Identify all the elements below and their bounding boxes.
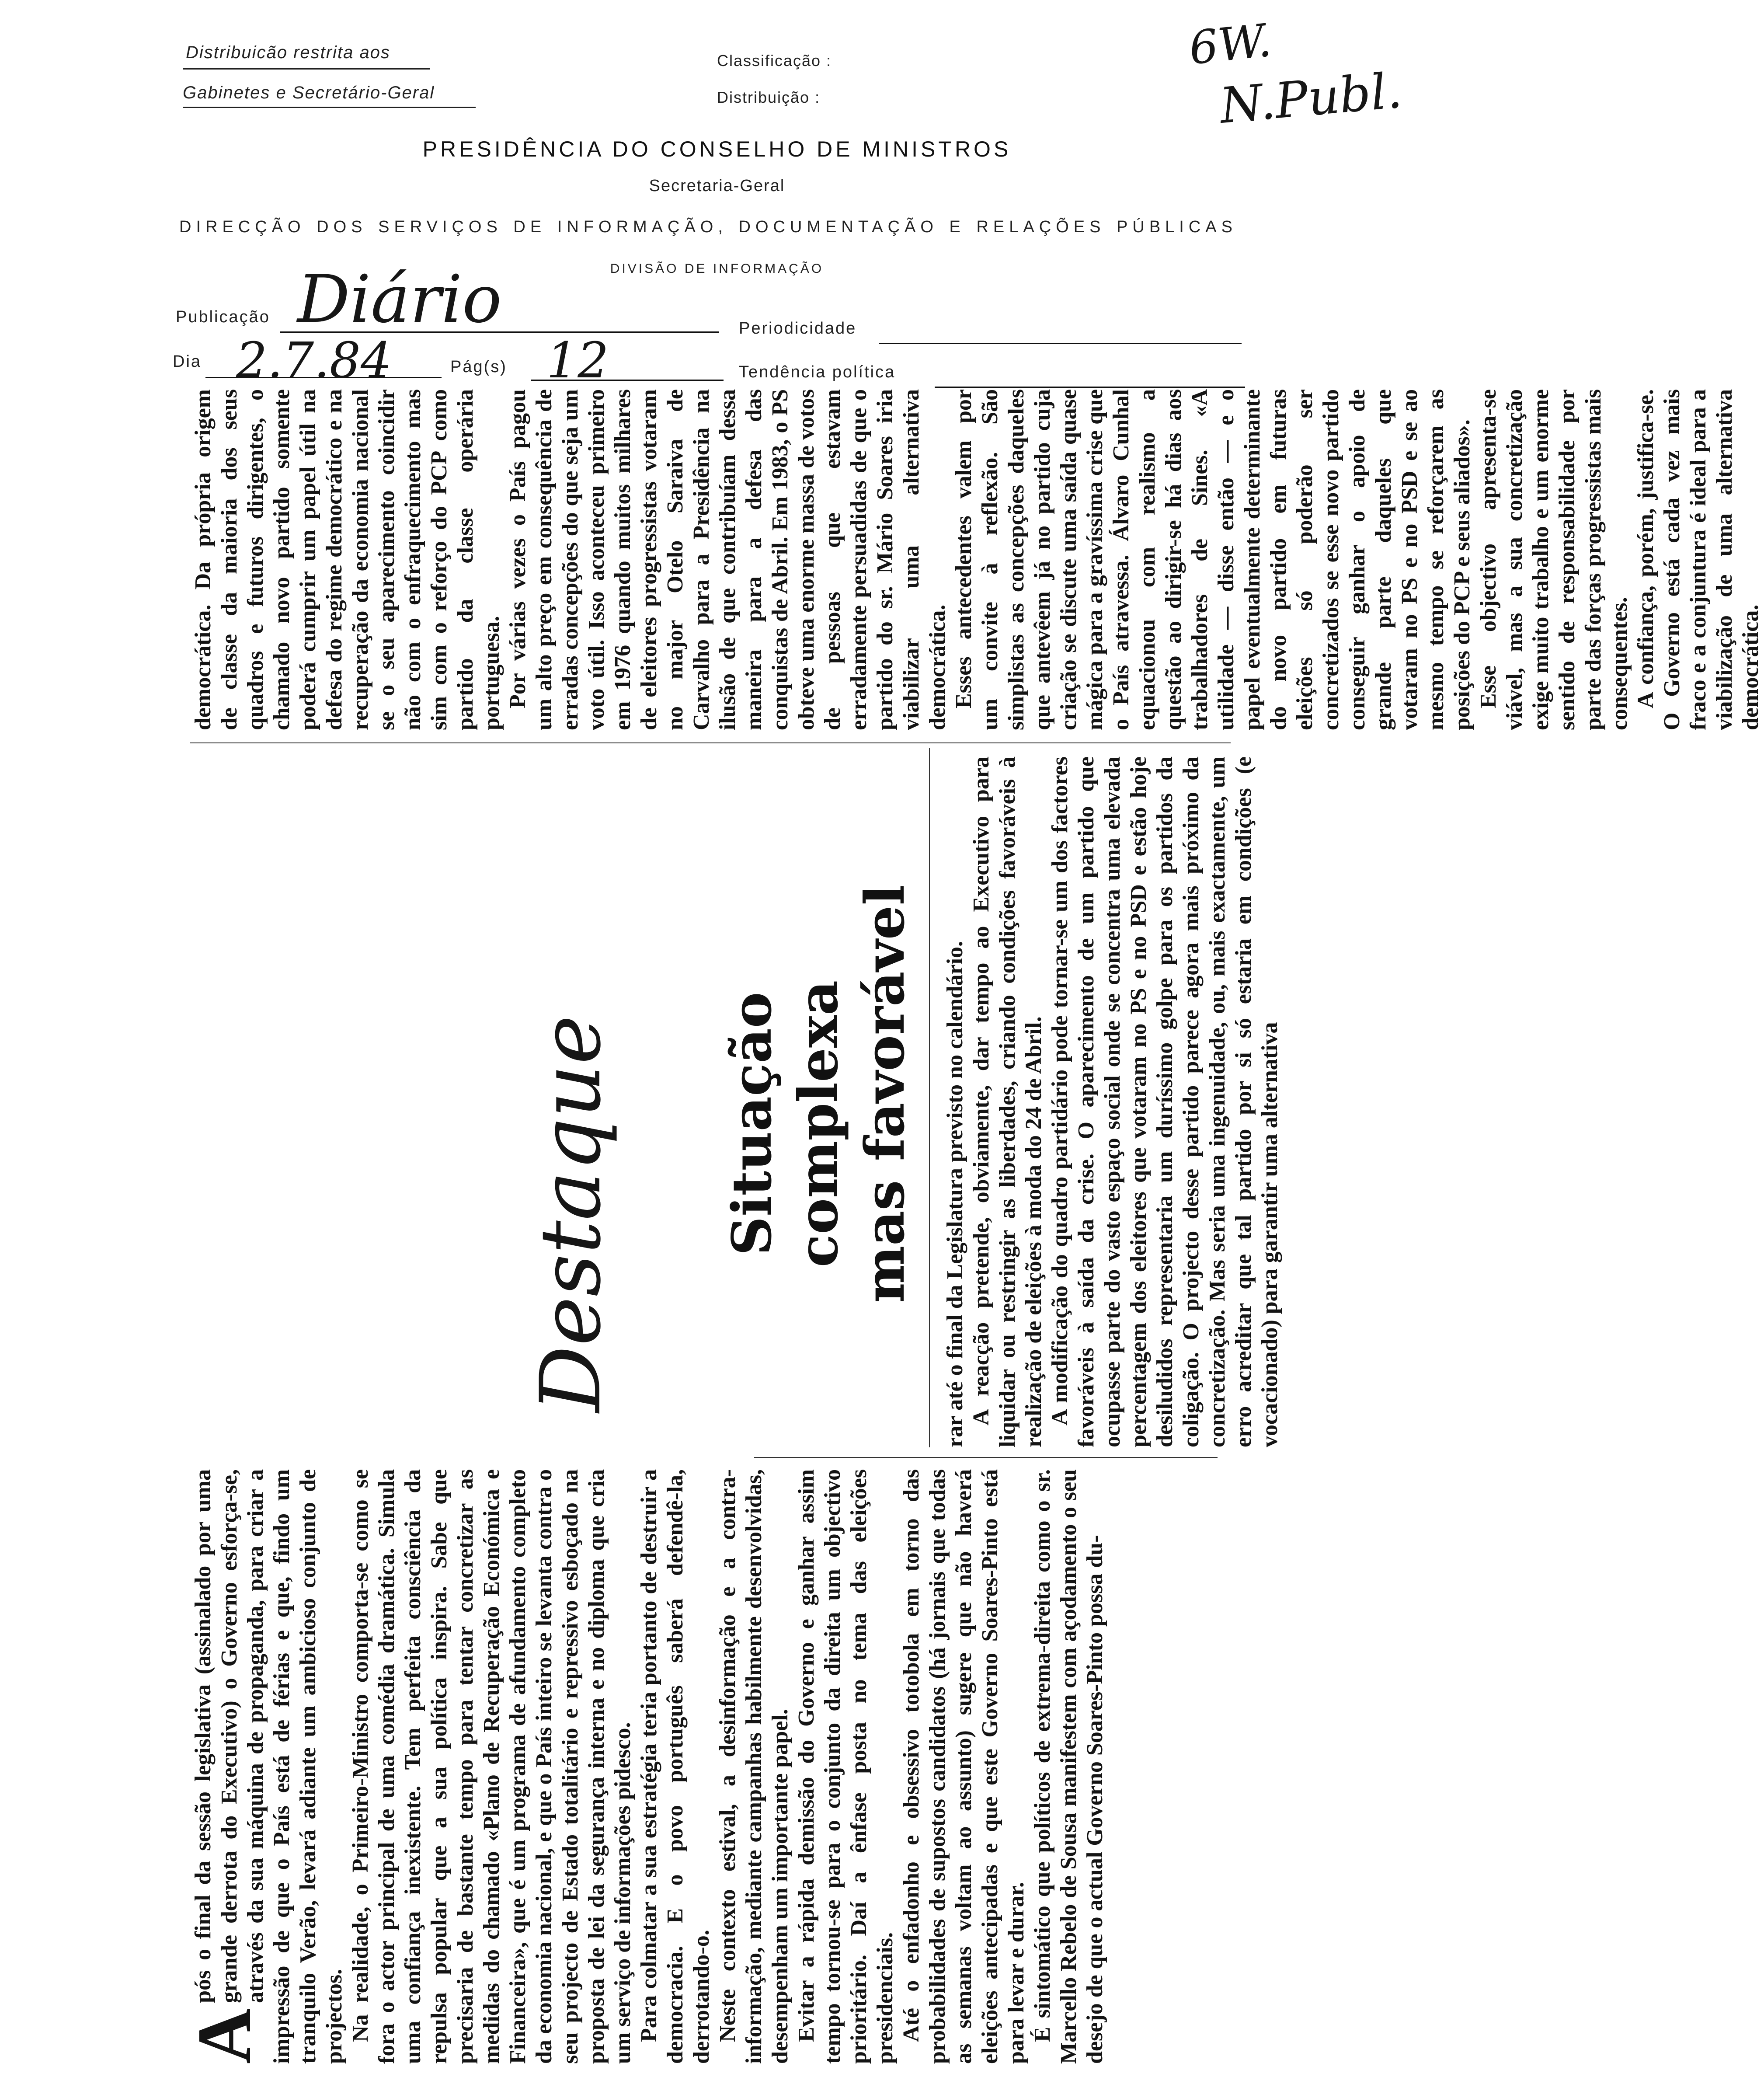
article-column-2a xyxy=(942,756,1283,1447)
paragraph: A reacção pretende, obviamente, dar tempo ao Executivo para liquidar ou restringir as liberdades, criando condições favoráveis à realização de eleições à moda do 24 de Abril. xyxy=(969,756,1046,1447)
pages-label: Pág(s) xyxy=(450,358,507,376)
restriction-note-line1: Distribuicão restrita aos xyxy=(186,43,390,62)
paragraph: democrática. Da própria origem de classe da maioria dos seus quadros e futuros dirigentes, o chamado novo partido somente poderá cumprir um papel útil na defesa do regime democrático e na recuperação da economia nacional se o seu aparecimento coincidir não com o enfraquecimento mas sim com o reforço do PCP como partido da classe operária portuguesa. xyxy=(191,389,504,730)
restriction-underline-2 xyxy=(183,107,476,108)
column-rule xyxy=(929,748,930,1447)
paragraph: Na realidade, o Primeiro-Ministro comporta-se como se fora o actor principal de uma comédia dramática. Simula uma confiança inexistente. Tem perfeita consciência da repulsa popular que a sua política inspira. Sabe que precisaria de bastante tempo para tentar concretizar as medidas do chamado «Plano de Recuperação Económica e Financeira», que é um programa de afundamento completo da economia nacional, e que o País inteiro se levanta contra o seu projecto de Estado totalitário e repressivo esboçado na proposta de lei da segurança interna e no diploma que cria um serviço de informações pidesco. xyxy=(348,1469,635,2064)
article-column-1 xyxy=(182,1469,1108,2064)
paragraph: Para colmatar a sua estratégia teria portanto de destruir a democracia. E o povo português saberá defendê-la, derrotando-o. xyxy=(637,1469,714,2064)
directorate-heading: DIRECÇÃO DOS SERVIÇOS DE INFORMAÇÃO, DOCUMENTAÇÃO E RELAÇÕES PÚBLICAS xyxy=(179,218,1237,236)
paragraph: A confiança, porém, justifica-se. O Governo está cada vez mais fraco e a conjuntura é ideal para a viabilização de uma alternativa democrática. xyxy=(1633,389,1763,730)
paragraph: A modificação do quadro partidário pode tornar-se um dos factores favoráveis à saída da crise. O aparecimento de um partido que ocupasse parte do vasto espaço social onde se concentra uma elevada percentagem dos eleitores que votaram no PS e no PSD e estão hoje desiludidos representaria um duríssimo golpe para os partidos da coligação. O projecto desse partido parece agora mais próximo da concretização. Mas seria uma ingenuidade, ou, mais exactamente, um erro acreditar que tal partido por si só estaria em condições (e vocacionado) para garantir uma alternativa xyxy=(1047,756,1282,1447)
headline-line-1: Situação xyxy=(720,992,784,1256)
newspaper-clipping xyxy=(181,380,1763,2077)
handwritten-side-note: Destaque xyxy=(522,1015,619,1412)
presidency-heading: PRESIDÊNCIA DO CONSELHO DE MINISTROS xyxy=(422,137,1012,161)
handwritten-note: N.Publ. xyxy=(1218,62,1404,135)
paragraph: É sintomático que políticos de extrema-direita como o sr. Marcello Rebelo de Sousa manifestem com açodamento o seu desejo de que o actual Governo Soares-Pinto possa du- xyxy=(1030,1469,1107,2064)
periodicity-line xyxy=(879,343,1242,344)
distribution-label: Distribuição : xyxy=(717,88,821,106)
pages-value: 12 xyxy=(546,332,609,389)
day-label: Dia xyxy=(173,352,202,371)
paragraph: Evitar a rápida demissão do Governo e ganhar assim tempo tornou-se para o conjunto da direita um objectivo prioritário. Daí a ênfase posta no tema das eleições presidenciais. xyxy=(794,1469,898,2064)
column-rule xyxy=(754,1457,1218,1458)
paragraph: Até o enfadonho e obsessivo totobola em torno das probabilidades de supostos candidatos (há jornais que todas as semanas voltam ao assunto) sugere que não haverá eleições antecipadas e que este Governo Soares-Pinto está para levar e durar. xyxy=(899,1469,1029,2064)
division-heading: DIVISÃO DE INFORMAÇÃO xyxy=(610,261,824,276)
periodicity-label: Periodicidade xyxy=(739,319,857,338)
article-headline xyxy=(719,885,919,1303)
publication-label: Publicação xyxy=(176,308,270,326)
paragraph: Neste contexto estival, a desinformação e a contra-informação, mediante campanhas habilmente desenvolvidas, desempenham um importante papel. xyxy=(715,1469,793,2064)
tendency-label: Tendência política xyxy=(739,363,896,381)
secretariat-heading: Secretaria-Geral xyxy=(649,177,785,195)
article-column-2b xyxy=(190,389,1764,730)
restriction-note-line2: Gabinetes e Secretário-Geral xyxy=(183,83,435,102)
drop-cap: A xyxy=(182,2008,267,2064)
headline-line-3: mas favorável xyxy=(853,885,917,1303)
headline-line-2: complexa xyxy=(787,980,850,1268)
column-rule xyxy=(190,742,1231,743)
paragraph: Esse objectivo apresenta-se viável, mas a sua concretização exige muito trabalho e um enorme sentido de responsabilidade por parte das forças progressistas mais consequentes. xyxy=(1476,389,1632,730)
restriction-underline xyxy=(183,68,430,70)
day-value: 2.7.84 xyxy=(236,332,392,389)
classification-label: Classificação : xyxy=(717,52,832,70)
paragraph: rar até o final da Legislatura previsto no calendário. xyxy=(943,941,967,1447)
handwritten-code: 6W. xyxy=(1186,13,1274,75)
publication-value: Diário xyxy=(297,261,502,338)
paragraph: Por várias vezes o País pagou um alto preço em consequência de erradas concepções do que seja um voto útil. Isso aconteceu primeiro em 1976 quando muitos milhares de eleitores progressistas votaram no major Otelo Saraiva de Carvalho para a Presidência na ilusão de que contribuíam dessa maneira para a defesa das conquistas de Abril. Em 1983, o PS obteve uma enorme massa de votos de pessoas que estavam erradamente persuadidas de que o partido do sr. Mário Soares iria viabilizar uma alternativa democrática. xyxy=(505,389,950,730)
paragraph: pós o final da sessão legislativa (assinalado por uma grande derrota do Executivo) o Governo esforça-se, através da sua máquina de propaganda, para criar a impressão de que o País está de férias e que, findo um tranquilo Verão, levará adiante um ambicioso conjunto de projectos. xyxy=(191,1469,347,2064)
paragraph: Esses antecedentes valem por um convite à reflexão. São simplistas as concepções daqueles que antevêem já no partido cuja criação se discute uma saída quase mágica para a gravíssima crise que o País atravessa. Álvaro Cunhal equacionou com realismo a questão ao dirigir-se há dias aos trabalhadores de Sines. «A utilidade — disse então — e o papel eventualmente determinante do novo partido em futuras eleições só poderão ser concretizados se esse novo partido conseguir ganhar o apoio de grande parte daqueles que votaram no PS e no PSD e se ao mesmo tempo se reforçarem as posições do PCP e seus aliados». xyxy=(951,389,1475,730)
